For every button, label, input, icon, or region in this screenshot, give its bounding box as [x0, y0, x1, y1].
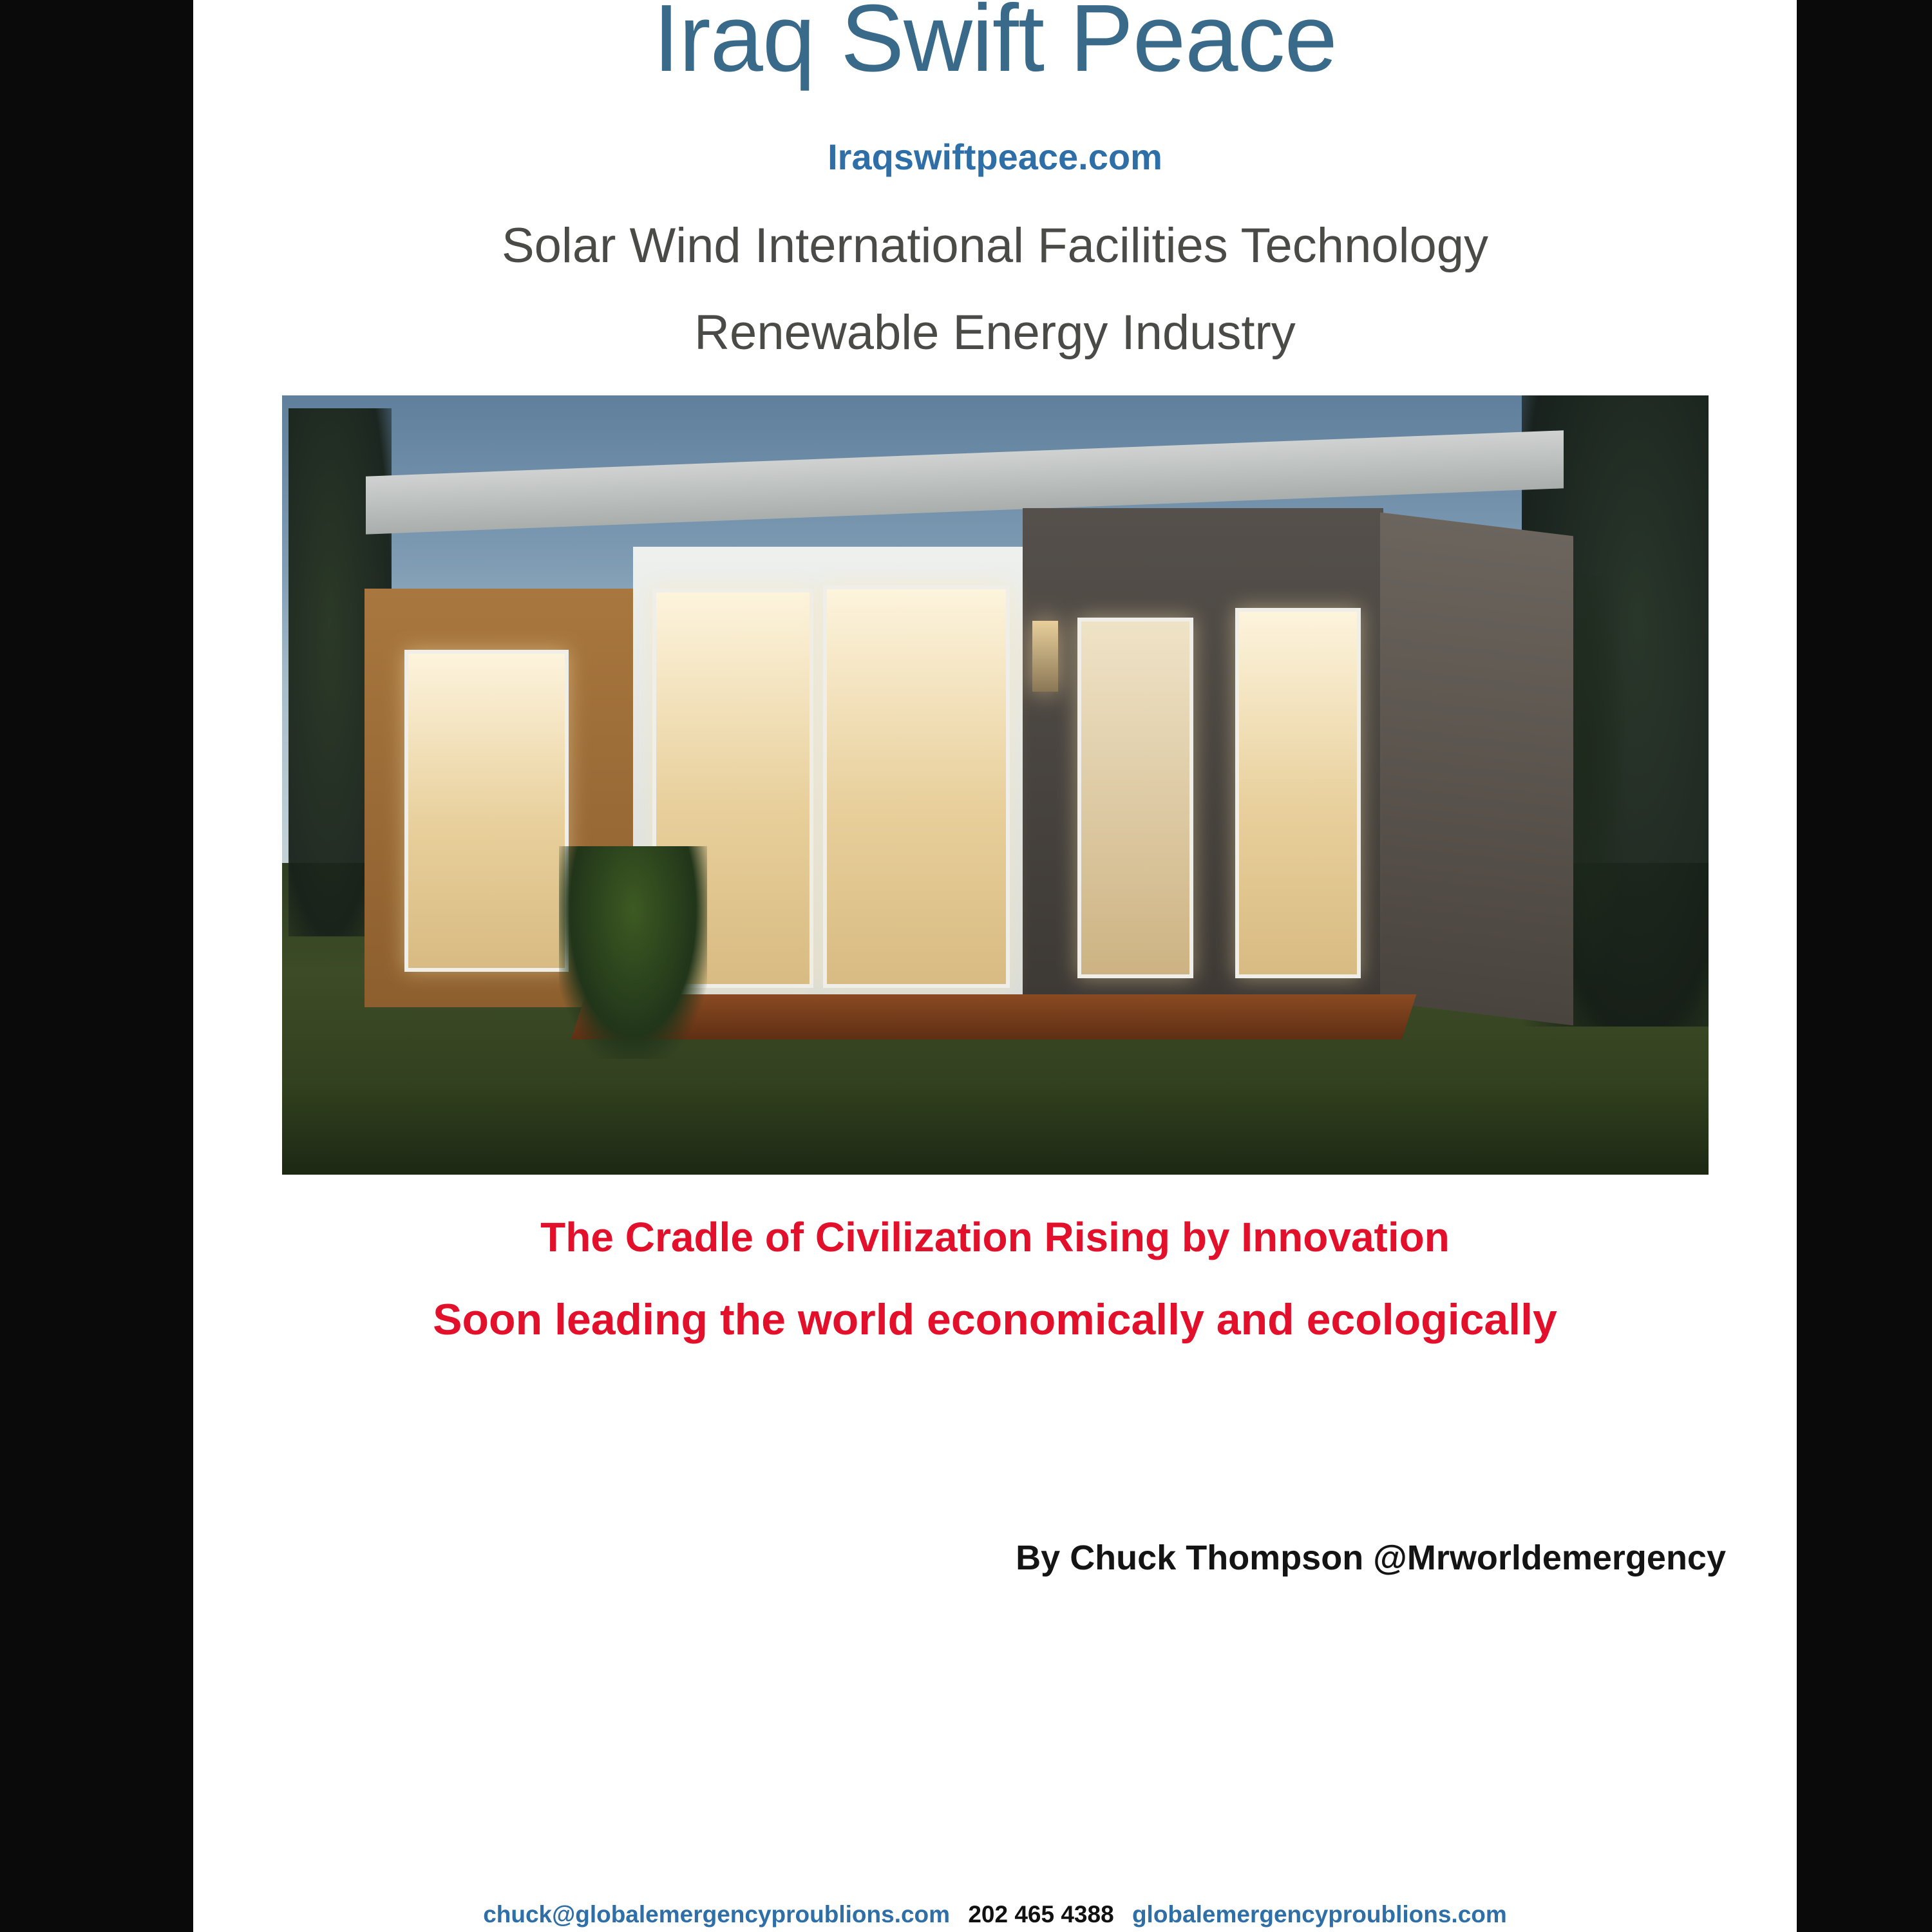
window-4: [1077, 618, 1193, 978]
website-link[interactable]: Iraqswiftpeace.com: [828, 137, 1162, 178]
window-3: [823, 585, 1010, 988]
exterior-lamp-icon: [1032, 621, 1058, 692]
foreground-grass: [282, 1078, 1709, 1175]
document-page: [193, 0, 1797, 1932]
window-1: [404, 650, 569, 972]
tagline-line-2: Soon leading the world economically and ecologically: [433, 1295, 1557, 1345]
palm-plant-icon: [559, 846, 707, 1059]
subtitle-line-2: Renewable Energy Industry: [694, 305, 1296, 361]
tagline-line-1: The Cradle of Civilization Rising by Innovation: [540, 1214, 1450, 1261]
cover-photo: [282, 395, 1709, 1175]
author-byline: By Chuck Thompson @Mrworldemergency: [1016, 1539, 1726, 1578]
page-title: Iraq Swift Peace: [653, 0, 1337, 91]
footer-phone: 202 465 4388: [968, 1901, 1114, 1927]
subtitle-line-1: Solar Wind International Facilities Technology: [501, 218, 1489, 274]
footer-contact: [193, 1901, 1797, 1928]
footer-email[interactable]: chuck@globalemergencyproublions.com: [483, 1901, 951, 1927]
window-5: [1235, 608, 1361, 978]
footer-website[interactable]: globalemergencyproublions.com: [1132, 1901, 1507, 1927]
building-side-wall: [1380, 513, 1573, 1026]
